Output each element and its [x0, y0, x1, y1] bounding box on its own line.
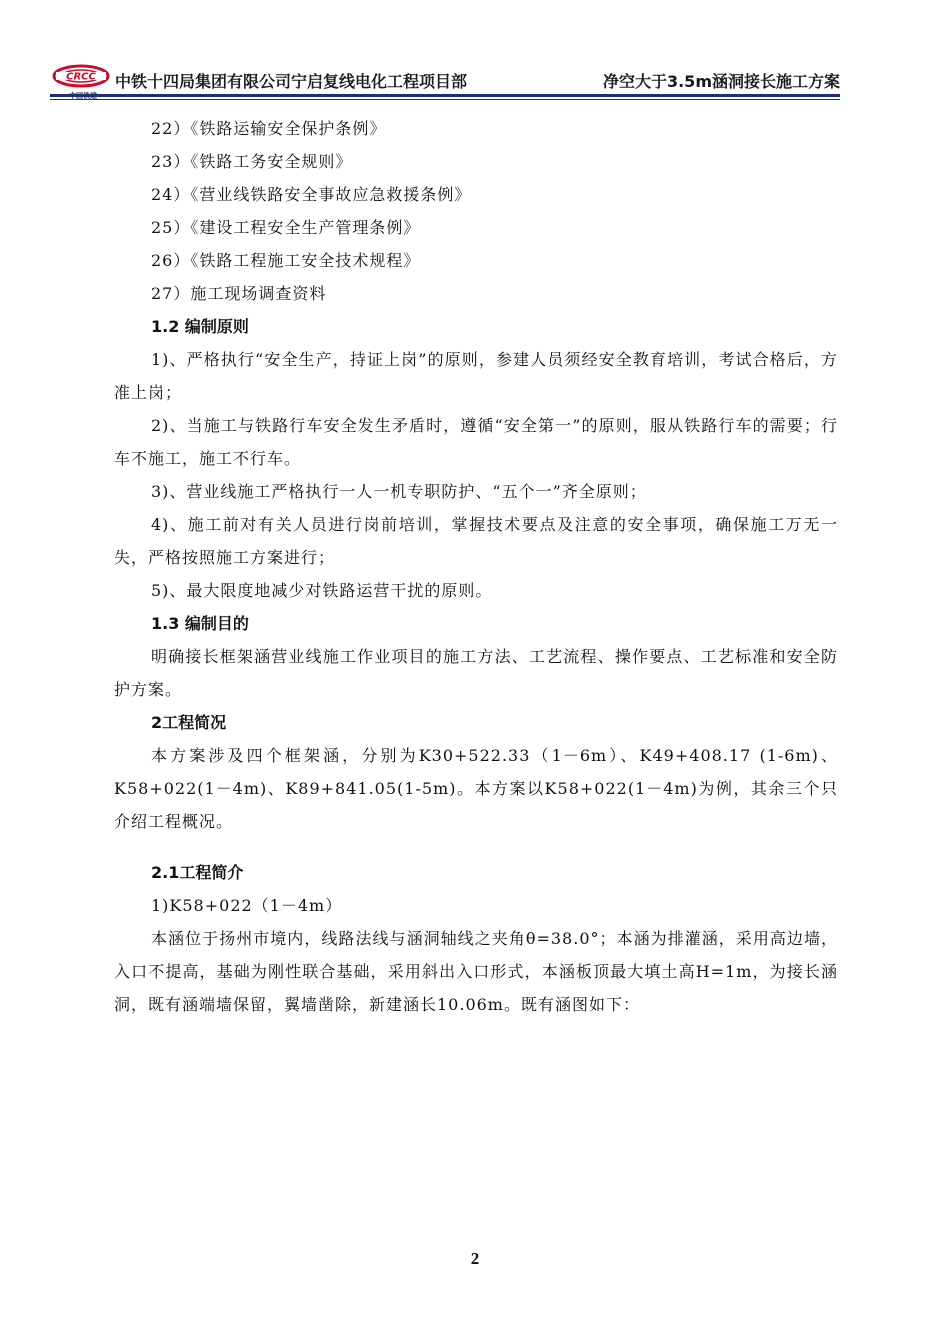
overview-paragraph: 本方案涉及四个框架涵，分别为K30+522.33（1－6m）、K49+408.17 (1-6m)、K58+022(1－4m)、K89+841.05(1-5m)。本方案以K58+022(1－4m)为例，其余三个只介绍工程概况。 — [114, 746, 838, 831]
section-heading-1-2: 1.2 编制原则 — [151, 317, 249, 336]
page-header — [50, 62, 840, 96]
reference-item: 23）《铁路工务安全规则》 — [151, 152, 353, 171]
reference-item: 22）《铁路运输安全保护条例》 — [151, 119, 387, 138]
reference-item: 26）《铁路工程施工安全技术规程》 — [151, 251, 421, 270]
purpose-paragraph: 明确接长框架涵营业线施工作业项目的施工方法、工艺流程、操作要点、工艺标准和安全防护方案。 — [114, 647, 838, 699]
header-rule-thick — [50, 94, 840, 97]
principle-item: 2)、当施工与铁路行车安全发生矛盾时，遵循“安全第一”的原则，服从铁路行车的需要；行车不施工，施工不行车。 — [114, 416, 838, 468]
crcc-logo-icon — [52, 64, 110, 92]
section-heading-2-1: 2.1工程简介 — [151, 863, 244, 882]
page-number: 2 — [470, 1249, 480, 1268]
spacer — [114, 838, 838, 856]
header-company-title: 中铁十四局集团有限公司宁启复线电化工程项目部 — [115, 72, 468, 91]
document-body — [114, 112, 838, 1021]
header-rule-thin — [50, 99, 840, 100]
culvert-description: 本涵位于扬州市境内，线路法线与涵洞轴线之夹角θ=38.0°；本涵为排灌涵，采用高边墙，入口不提高，基础为刚性联合基础，采用斜出入口形式，本涵板顶最大填土高H=1m，为接长涵洞，既有涵端墙保留，翼墙凿除，新建涵长10.06m。既有涵图如下： — [114, 929, 838, 1014]
reference-item: 27）施工现场调查资料 — [151, 284, 327, 303]
culvert-item-title: 1)K58+022（1－4m） — [151, 896, 343, 915]
reference-item: 24）《营业线铁路安全事故应急救援条例》 — [151, 185, 472, 204]
section-heading-1-3: 1.3 编制目的 — [151, 614, 249, 633]
crcc-logo — [52, 64, 110, 98]
principle-item: 1)、严格执行“安全生产，持证上岗”的原则，参建人员须经安全教育培训，考试合格后，方准上岗； — [114, 350, 838, 402]
reference-item: 25）《建设工程安全生产管理条例》 — [151, 218, 421, 237]
header-document-title: 净空大于3.5m涵洞接长施工方案 — [602, 72, 840, 91]
principle-item: 5)、最大限度地减少对铁路运营干扰的原则。 — [151, 581, 493, 600]
principle-item: 3)、营业线施工严格执行一人一机专职防护、“五个一”齐全原则； — [151, 482, 647, 501]
logo-text: CRCC — [66, 71, 96, 83]
principle-item: 4)、施工前对有关人员进行岗前培训，掌握技术要点及注意的安全事项，确保施工万无一失，严格按照施工方案进行； — [114, 515, 838, 567]
section-heading-2: 2工程简况 — [151, 713, 227, 732]
